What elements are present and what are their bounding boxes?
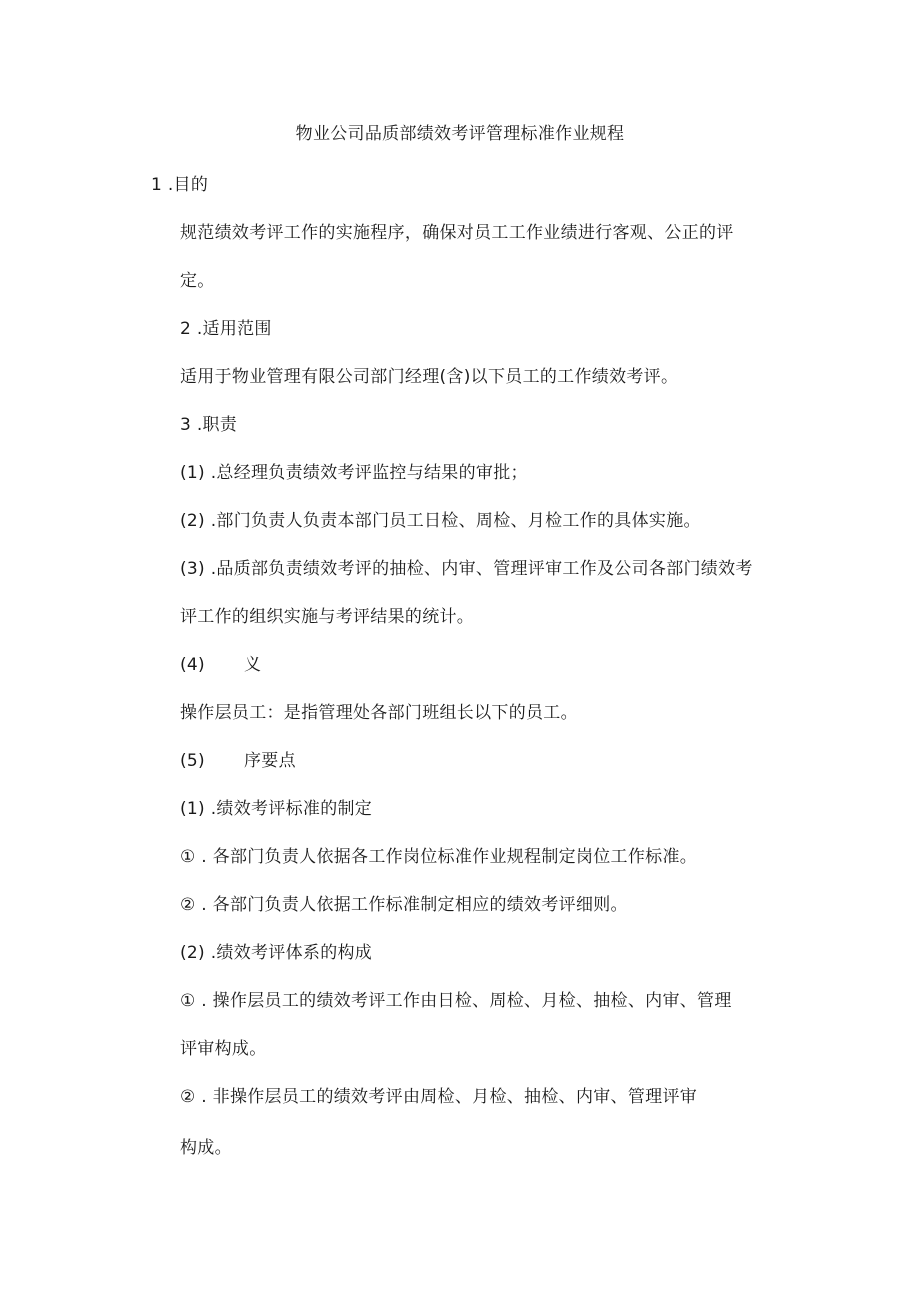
list-item-number: ① (180, 991, 196, 1011)
list-item (180, 989, 732, 1013)
list-item-text: .部门负责人负责本部门员工日检、周检、月检工作的具体实施。 (204, 511, 701, 531)
document-title: 物业公司品质部绩效考评管理标准作业规程 (295, 124, 625, 144)
list-item-text: 序要点 (244, 751, 296, 771)
paragraph-line: 适用于物业管理有限公司部门经理(含)以下员工的工作绩效考评。 (180, 367, 679, 387)
section-heading-purpose (151, 173, 208, 197)
list-item-text: .绩效考评标准的制定 (204, 799, 373, 819)
list-item (180, 461, 528, 485)
section-heading-text: .目的 (162, 175, 209, 195)
list-item (180, 845, 697, 869)
paragraph-line: 评审构成。 (180, 1039, 267, 1059)
section-heading-text: .职责 (191, 415, 238, 435)
list-item (180, 797, 372, 821)
list-item-text: .总经理负责绩效考评监控与结果的审批； (204, 463, 528, 483)
list-item-number: ② (180, 1087, 196, 1107)
section-heading-text: .适用范围 (191, 319, 272, 339)
list-item-number: (4) (180, 655, 205, 675)
list-item (180, 509, 701, 533)
list-item (180, 941, 372, 965)
list-item-number: (2) (180, 511, 205, 531)
list-item-text: . 各部门负责人依据工作标准制定相应的绩效考评细则。 (195, 895, 628, 915)
list-item-number: (2) (180, 943, 205, 963)
paragraph-line: 操作层员工：是指管理处各部门班组长以下的员工。 (180, 703, 578, 723)
list-item-number: (5) (180, 751, 205, 771)
paragraph-line: 评工作的组织实施与考评结果的统计。 (180, 607, 475, 627)
list-item-text: . 各部门负责人依据各工作岗位标准作业规程制定岗位工作标准。 (195, 847, 698, 867)
list-item (180, 557, 753, 581)
list-item-number: (3) (180, 559, 205, 579)
list-item-number: ② (180, 895, 196, 915)
list-item-number: (1) (180, 463, 205, 483)
section-number: 2 (180, 319, 192, 339)
list-item-text: . 非操作层员工的绩效考评由周检、月检、抽检、内审、管理评审 (195, 1087, 698, 1107)
list-item-number: ① (180, 847, 196, 867)
list-item (180, 653, 261, 677)
paragraph-line: 定。 (180, 271, 215, 291)
list-item-text: . 操作层员工的绩效考评工作由日检、周检、月检、抽检、内审、管理 (195, 991, 732, 1011)
section-number: 1 (151, 175, 163, 195)
list-item-text: .品质部负责绩效考评的抽检、内审、管理评审工作及公司各部门绩效考 (204, 559, 753, 579)
list-item (180, 1085, 697, 1109)
list-item-text: 义 (244, 655, 262, 675)
list-item (180, 893, 628, 917)
list-item-text: .绩效考评体系的构成 (204, 943, 373, 963)
list-item (180, 749, 296, 773)
section-number: 3 (180, 415, 192, 435)
paragraph-line: 规范绩效考评工作的实施程序，确保对员工工作业绩进行客观、公正的评 (180, 223, 734, 243)
paragraph-line: 构成。 (180, 1138, 232, 1158)
section-heading-scope (180, 317, 272, 341)
list-item-number: (1) (180, 799, 205, 819)
section-heading-duties (180, 413, 237, 437)
